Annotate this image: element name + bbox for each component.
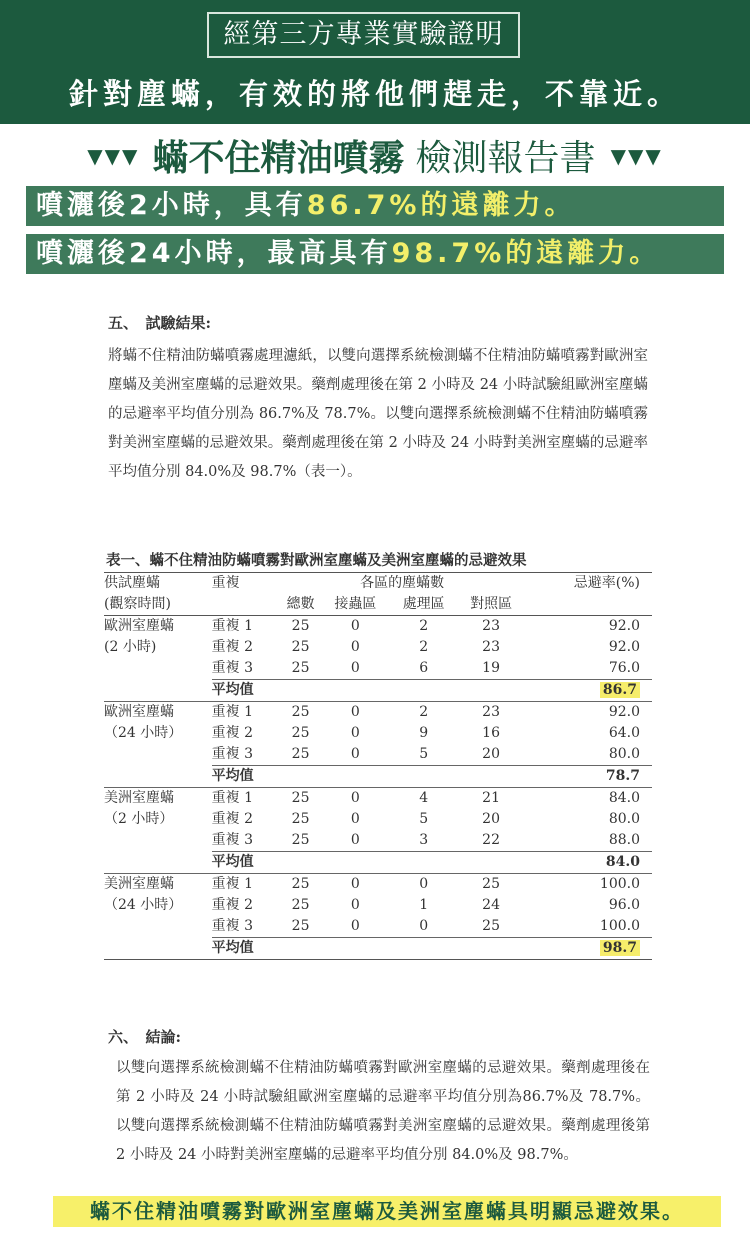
header-species: 供試塵蟎	[104, 573, 212, 595]
treat-cell: 6	[419, 660, 429, 676]
rep-cell: 重複 1	[211, 618, 253, 634]
average-label: 平均值	[212, 680, 280, 702]
control-cell: 24	[482, 897, 500, 913]
empty-cell	[280, 766, 321, 788]
table-row	[104, 895, 652, 916]
empty-cell	[104, 938, 212, 960]
band1-prefix: 噴灑後2小時，具有	[36, 190, 307, 221]
header-banner	[0, 0, 750, 124]
treat-cell: 0	[419, 918, 429, 934]
report-title	[0, 130, 750, 180]
empty-cell	[104, 658, 212, 680]
treat-cell: 2	[419, 618, 429, 634]
table-row	[104, 874, 652, 896]
average-label: 平均值	[212, 852, 280, 874]
rep-cell: 重複 3	[211, 832, 253, 848]
average-value-cell	[524, 680, 652, 702]
treat-cell: 4	[419, 790, 429, 806]
empty-cell	[104, 744, 212, 766]
header-counts: 各區的塵蟎數	[280, 573, 524, 595]
group-time: （24 小時）	[104, 725, 183, 741]
table-header-row	[104, 573, 652, 595]
group-time: （24 小時）	[104, 897, 183, 913]
average-row	[104, 938, 652, 960]
empty-cell	[280, 938, 321, 960]
table-row	[104, 723, 652, 744]
empty-cell	[321, 680, 389, 702]
treat-cell: 1	[419, 897, 429, 913]
header-control: 對照區	[458, 594, 524, 616]
empty-cell	[458, 680, 524, 702]
attract-cell: 0	[350, 660, 360, 676]
total-cell: 25	[291, 618, 310, 634]
average-value-cell	[524, 938, 652, 960]
average-value-cell	[524, 766, 652, 788]
empty-cell	[390, 766, 458, 788]
group-species: 美洲室塵蟎	[104, 876, 174, 892]
empty-cell	[104, 916, 212, 938]
header-treat: 處理區	[390, 594, 458, 616]
rep-cell: 重複 3	[211, 918, 253, 934]
empty-cell	[104, 680, 212, 702]
group-species: 美洲室塵蟎	[104, 790, 174, 806]
table-row	[104, 744, 652, 766]
rate-cell: 92.0	[608, 704, 640, 720]
average-value: 86.7	[600, 682, 640, 698]
rate-cell: 100.0	[599, 918, 640, 934]
section5-heading: 五、 試驗結果:	[108, 314, 212, 332]
rep-cell: 重複 1	[211, 704, 253, 720]
empty-cell	[458, 852, 524, 874]
control-cell: 20	[482, 746, 500, 762]
bottom-claim: 蟎不住精油噴霧對歐洲室塵蟎及美洲室塵蟎具明顯忌避效果。	[53, 1196, 721, 1227]
report-name: 檢測報告書	[415, 138, 596, 179]
rep-cell: 重複 2	[211, 725, 253, 741]
total-cell: 25	[291, 811, 310, 827]
section6-heading: 六、 結論:	[108, 1028, 182, 1046]
result-band-24h	[26, 234, 724, 274]
control-cell: 19	[482, 660, 500, 676]
total-cell: 25	[291, 876, 310, 892]
total-cell: 25	[291, 660, 310, 676]
rep-cell: 重複 2	[211, 897, 253, 913]
rate-cell: 92.0	[608, 639, 640, 655]
empty-cell	[280, 852, 321, 874]
attract-cell: 0	[350, 725, 360, 741]
rate-cell: 100.0	[599, 876, 640, 892]
attract-cell: 0	[350, 918, 360, 934]
header-total: 總數	[280, 594, 321, 616]
control-cell: 20	[482, 811, 500, 827]
table-row	[104, 788, 652, 810]
table-row	[104, 702, 652, 724]
certification-box: 經第三方專業實驗證明	[207, 12, 520, 58]
product-name: 蟎不住精油噴霧	[152, 138, 405, 179]
table-row	[104, 809, 652, 830]
total-cell: 25	[291, 746, 310, 762]
empty-cell	[104, 766, 212, 788]
result-band-2h	[26, 186, 724, 226]
attract-cell: 0	[350, 897, 360, 913]
table-row	[104, 658, 652, 680]
control-cell: 21	[482, 790, 500, 806]
control-cell: 23	[482, 704, 500, 720]
group-time: （2 小時）	[104, 811, 174, 827]
rate-cell: 88.0	[608, 832, 640, 848]
header-rep: 重複	[212, 573, 280, 595]
average-row	[104, 766, 652, 788]
empty-cell	[390, 938, 458, 960]
group-species: 歐洲室塵蟎	[104, 704, 174, 720]
attract-cell: 0	[350, 746, 360, 762]
header-rate: 忌避率(%)	[524, 573, 652, 595]
average-label: 平均值	[212, 938, 280, 960]
control-cell: 23	[482, 618, 500, 634]
header-time: (觀察時間)	[104, 594, 212, 616]
rate-cell: 92.0	[608, 618, 640, 634]
table-row	[104, 830, 652, 852]
control-cell: 22	[482, 832, 500, 848]
empty-cell	[280, 680, 321, 702]
rep-cell: 重複 3	[211, 746, 253, 762]
table-subheader-row	[104, 594, 652, 616]
rep-cell: 重複 2	[211, 811, 253, 827]
empty-cell	[390, 852, 458, 874]
rep-cell: 重複 1	[211, 790, 253, 806]
empty-cell	[390, 680, 458, 702]
rate-cell: 96.0	[608, 897, 640, 913]
rate-cell: 84.0	[608, 790, 640, 806]
band2-value: 98.7%的遠離力。	[391, 238, 661, 269]
attract-cell: 0	[350, 790, 360, 806]
treat-cell: 5	[419, 746, 429, 762]
table-caption: 表一、蟎不住精油防蟎噴霧對歐洲室塵蟎及美洲室塵蟎的忌避效果	[106, 552, 527, 569]
empty-cell	[321, 852, 389, 874]
group-species: 歐洲室塵蟎	[104, 618, 174, 634]
treat-cell: 0	[419, 876, 429, 892]
triangle-markers-left: ▼▼▼	[87, 143, 140, 168]
empty-cell	[458, 766, 524, 788]
table-row	[104, 637, 652, 658]
average-value: 98.7	[600, 940, 640, 956]
empty-cell	[104, 852, 212, 874]
attract-cell: 0	[350, 811, 360, 827]
rate-cell: 64.0	[608, 725, 640, 741]
header-attract: 接蟲區	[321, 594, 389, 616]
treat-cell: 9	[419, 725, 429, 741]
control-cell: 25	[482, 876, 500, 892]
average-value: 78.7	[605, 768, 640, 784]
average-row	[104, 852, 652, 874]
total-cell: 25	[291, 725, 310, 741]
total-cell: 25	[291, 704, 310, 720]
empty-cell	[104, 830, 212, 852]
rep-cell: 重複 2	[211, 639, 253, 655]
total-cell: 25	[291, 832, 310, 848]
total-cell: 25	[291, 639, 310, 655]
average-label: 平均值	[212, 766, 280, 788]
treat-cell: 3	[419, 832, 429, 848]
empty-cell	[321, 938, 389, 960]
control-cell: 16	[482, 725, 500, 741]
empty-cell	[458, 938, 524, 960]
total-cell: 25	[291, 897, 310, 913]
results-table	[104, 572, 652, 960]
table-row	[104, 616, 652, 638]
section5-paragraph: 將蟎不住精油防蟎噴霧處理濾紙，以雙向選擇系統檢測蟎不住精油防蟎噴霧對歐洲室塵蟎及美洲室塵蟎的忌避效果。藥劑處理後在第 2 小時及 24 小時試驗組歐洲室塵蟎的忌避率平均值分別為 86.7%及 78.7%。以雙向選擇系統檢測蟎不住精油防蟎噴霧對美洲室塵蟎的忌避效果。藥劑處理後在第 2 小時及 24 小時對美洲室塵蟎的忌避率平均值分別 84.0%及 98.7%（表一）。	[108, 348, 648, 480]
attract-cell: 0	[350, 704, 360, 720]
average-row	[104, 680, 652, 702]
table-row	[104, 916, 652, 938]
total-cell: 25	[291, 790, 310, 806]
attract-cell: 0	[350, 618, 360, 634]
treat-cell: 2	[419, 704, 429, 720]
control-cell: 23	[482, 639, 500, 655]
attract-cell: 0	[350, 876, 360, 892]
average-value-cell	[524, 852, 652, 874]
treat-cell: 2	[419, 639, 429, 655]
empty-cell	[321, 766, 389, 788]
section6-paragraph: 以雙向選擇系統檢測蟎不住精油防蟎噴霧對歐洲室塵蟎的忌避效果。藥劑處理後在第 2 小時及 24 小時試驗組歐洲室塵蟎的忌避率平均值分別為86.7%及 78.7%。以雙向選擇系統檢測蟎不住精油防蟎噴霧對美洲室塵蟎的忌避效果。藥劑處理後第 2 小時及 24 小時對美洲室塵蟎的忌避率平均值分別 84.0%及 98.7%。	[116, 1060, 650, 1163]
control-cell: 25	[482, 918, 500, 934]
rate-cell: 76.0	[608, 660, 640, 676]
rep-cell: 重複 1	[211, 876, 253, 892]
total-cell: 25	[291, 918, 310, 934]
triangle-markers-right: ▼▼▼	[610, 143, 663, 168]
band1-value: 86.7%的遠離力。	[306, 190, 576, 221]
rate-cell: 80.0	[608, 811, 640, 827]
average-value: 84.0	[605, 854, 640, 870]
attract-cell: 0	[350, 639, 360, 655]
treat-cell: 5	[419, 811, 429, 827]
group-time: (2 小時)	[104, 639, 157, 655]
header-claim: 針對塵蟎，有效的將他們趕走，不靠近。	[68, 77, 681, 111]
rep-cell: 重複 3	[211, 660, 253, 676]
band2-prefix: 噴灑後24小時，最高具有	[36, 238, 392, 269]
attract-cell: 0	[350, 832, 360, 848]
rate-cell: 80.0	[608, 746, 640, 762]
